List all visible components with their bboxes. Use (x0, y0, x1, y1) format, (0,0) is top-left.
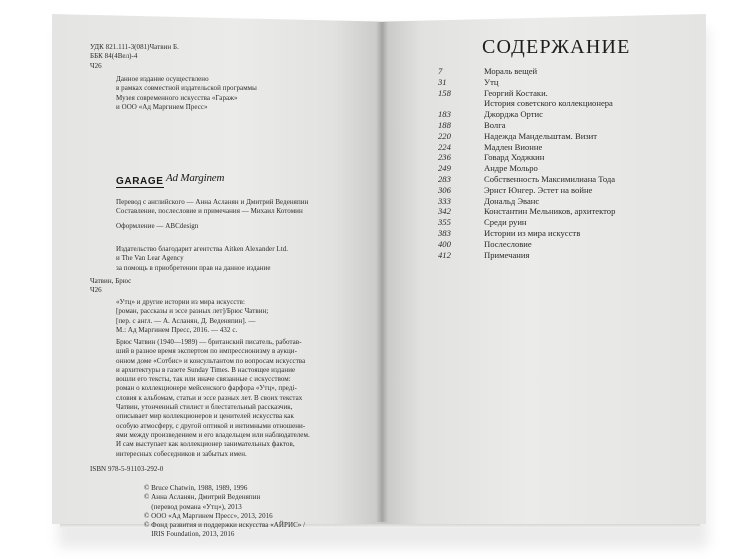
program-line: в рамках совместной издательской программы (116, 84, 257, 93)
toc-page-number: 236 (438, 152, 451, 163)
toc-entry-title: Андре Мольро (484, 163, 538, 174)
agency-note (116, 245, 288, 273)
design-line: Оформление — ABCdesign (116, 222, 199, 230)
bib-line: [пер. с англ. — А. Асланян, Д. Веденяпин]. — (116, 316, 256, 325)
toc-entry-title: Надежда Мандельштам. Визит (484, 130, 598, 141)
copyright-line: © Анна Асланян, Дмитрий Веденяпин (144, 493, 261, 502)
abstract-line: словия к альбомам, статьи и эссе разных лет. В своих текстах (116, 393, 303, 402)
toc-entry-title: История советского коллекционера (484, 98, 613, 109)
bib-line: [роман, рассказы и эссе разных лет]/Брюс Чатвин; (116, 307, 269, 316)
author-code: Ч26 (90, 286, 102, 295)
isbn (90, 465, 163, 474)
toc-page-number: 249 (438, 163, 451, 174)
toc-entry-title: Дональд Эванс (484, 195, 540, 206)
toc-entry (438, 228, 688, 239)
toc-entry (438, 239, 688, 250)
toc-entry-title: Георгий Костаки. (484, 87, 548, 98)
abstract-line: Брюс Чатвин (1940—1989) — британский писатель, работав- (116, 338, 302, 346)
toc-entry (438, 77, 688, 88)
abstract-line: роман о коллекционере мейсенского фарфора «Утц», предi- (116, 384, 297, 393)
toc-page-number: 412 (438, 249, 451, 260)
toc-entry-title: Эрнст Юнгер. Эстет на войне (484, 184, 593, 195)
abstract-line: ями между произведением и его владельцем или наблюдателем. (116, 430, 310, 439)
toc-page-number: 188 (438, 119, 451, 130)
toc-entry-title: Среди руин (484, 217, 527, 228)
toc-page-number: 383 (438, 227, 451, 238)
agency-line: Издательство благодарит агентства Aitken Alexander Ltd. (116, 245, 289, 253)
program-line: и ООО «Ад Маргинем Пресс» (116, 102, 208, 111)
toc-entry-title: Константин Мельников, архитектор (484, 206, 616, 217)
toc-page-number: 31 (438, 76, 447, 87)
toc-entry (438, 98, 688, 109)
bbk-line: ББК 84(4Вел)-4 (90, 52, 138, 61)
copyright-line: © Фонд развития и поддержки искусства «АЙРИС» / (144, 521, 306, 530)
catalog-header (90, 43, 179, 71)
bib-line: М.: Ад Маргинем Пресс, 2016. — 432 с. (116, 325, 238, 334)
abstract-line: онном доме «Сотбис» и консультантом по вопросам искусства (116, 356, 306, 365)
toc-entry-title: Истории из мира искусств (484, 227, 581, 238)
toc-entry-title: Волга (484, 119, 506, 130)
toc-entry (438, 174, 688, 185)
program-note (116, 75, 257, 112)
program-line: Данное издание осуществлено (116, 75, 209, 83)
abstract-line: и архитектуры в газете Sunday Times. В настоящее издание (116, 365, 296, 374)
abstract-line: особую атмосферу, с другой оптикой и интимными отношени- (116, 421, 306, 430)
toc-entry (438, 152, 688, 163)
toc-page-number: 158 (438, 87, 451, 98)
toc-entry (438, 163, 688, 174)
udk-line: УДК 821.111-3(081)Чатвин Б. (90, 43, 179, 51)
garage-logo: GARAGE (116, 176, 164, 187)
book-gutter (376, 22, 388, 522)
toc-entry (438, 120, 688, 131)
toc-entry (438, 250, 688, 261)
toc-entry (438, 206, 688, 217)
toc-entry (438, 88, 688, 99)
ad-marginem-logo: Ad Marginem (166, 172, 225, 184)
toc-entry (438, 131, 688, 142)
copyright-line: © ООО «Ад Маргинем Пресс», 2013, 2016 (144, 511, 273, 520)
toc-page-number: 342 (438, 206, 451, 217)
toc-entry (438, 66, 688, 77)
bibliographic-record (116, 298, 268, 335)
credit-line: Составление, послесловие и примечания — Михаил Котомин (116, 207, 303, 216)
toc-entry (438, 217, 688, 228)
toc-page-number: 183 (438, 109, 451, 120)
abstract-line: ший в разное время экспертом по импрессионизму в аукци- (116, 347, 297, 356)
contents-title: СОДЕРЖАНИЕ (482, 36, 631, 58)
toc-entry-title: Примечания (484, 249, 530, 260)
agency-line: и The Van Lear Agency (116, 254, 184, 263)
toc-entry-title: Говард Ходжкин (484, 152, 545, 163)
toc-entry (438, 142, 688, 153)
design-credit (116, 222, 198, 231)
toc-entry-title: Собственность Максимилиана Тода (484, 173, 616, 184)
author-entry (90, 277, 131, 296)
abstract-line: И сам выступает как коллекционер занимательных фактов, (116, 440, 295, 449)
copyright-line: © Bruce Chatwin, 1988, 1989, 1996 (144, 484, 248, 492)
abstract-line: вошли его тексты, так или иначе связанные с искусством: (116, 375, 291, 384)
toc-page-number: 355 (438, 217, 451, 228)
abstract (116, 338, 310, 459)
toc-page-number: 7 (438, 66, 443, 76)
isbn-line: ISBN 978-5-91103-292-0 (90, 465, 164, 473)
toc-entry (438, 196, 688, 207)
toc-entry (438, 109, 688, 120)
agency-line: за помощь в приобретении прав на данное издание (116, 263, 271, 272)
author-name: Чатвин, Брюс (90, 277, 132, 285)
toc-page-number: 224 (438, 141, 451, 152)
abstract-line: Чатвин, утонченный стилист и блестательный рассказчик, (116, 403, 293, 412)
abstract-line: описывает мир коллекционеров и ценителей искусства как (116, 412, 294, 421)
toc-page-number: 283 (438, 173, 451, 184)
program-line: Музея современного искусства «Гараж» (116, 93, 238, 102)
toc-entry-title: Мораль вещей (484, 66, 538, 76)
bib-line: «Утц» и другие истории из мира искусств: (116, 298, 245, 306)
toc-page-number: 220 (438, 130, 451, 141)
toc-entry-title: Джорджа Ортис (484, 109, 543, 120)
toc-page-number: 400 (438, 238, 451, 249)
toc-entry (438, 185, 688, 196)
author-mark: Ч26 (90, 61, 102, 70)
credit-line: Перевод с английского — Анна Асланян и Дмитрий Веденяпин (116, 198, 309, 206)
abstract-line: интересных собеседников и забытых имен. (116, 449, 247, 458)
toc-entry-title: Послесловие (484, 238, 532, 249)
toc-page-number: 306 (438, 184, 451, 195)
toc-page-number: 333 (438, 195, 451, 206)
toc-entry-title: Мадлен Вионне (484, 141, 543, 152)
table-of-contents (438, 66, 688, 260)
copyright-line: IRIS Foundation, 2013, 2016 (144, 530, 235, 539)
toc-entry-title: Утц (484, 76, 499, 87)
translation-credits (116, 198, 308, 217)
copyright-block (144, 484, 305, 540)
copyright-line: (перевод романа «Утц»), 2013 (144, 502, 242, 511)
